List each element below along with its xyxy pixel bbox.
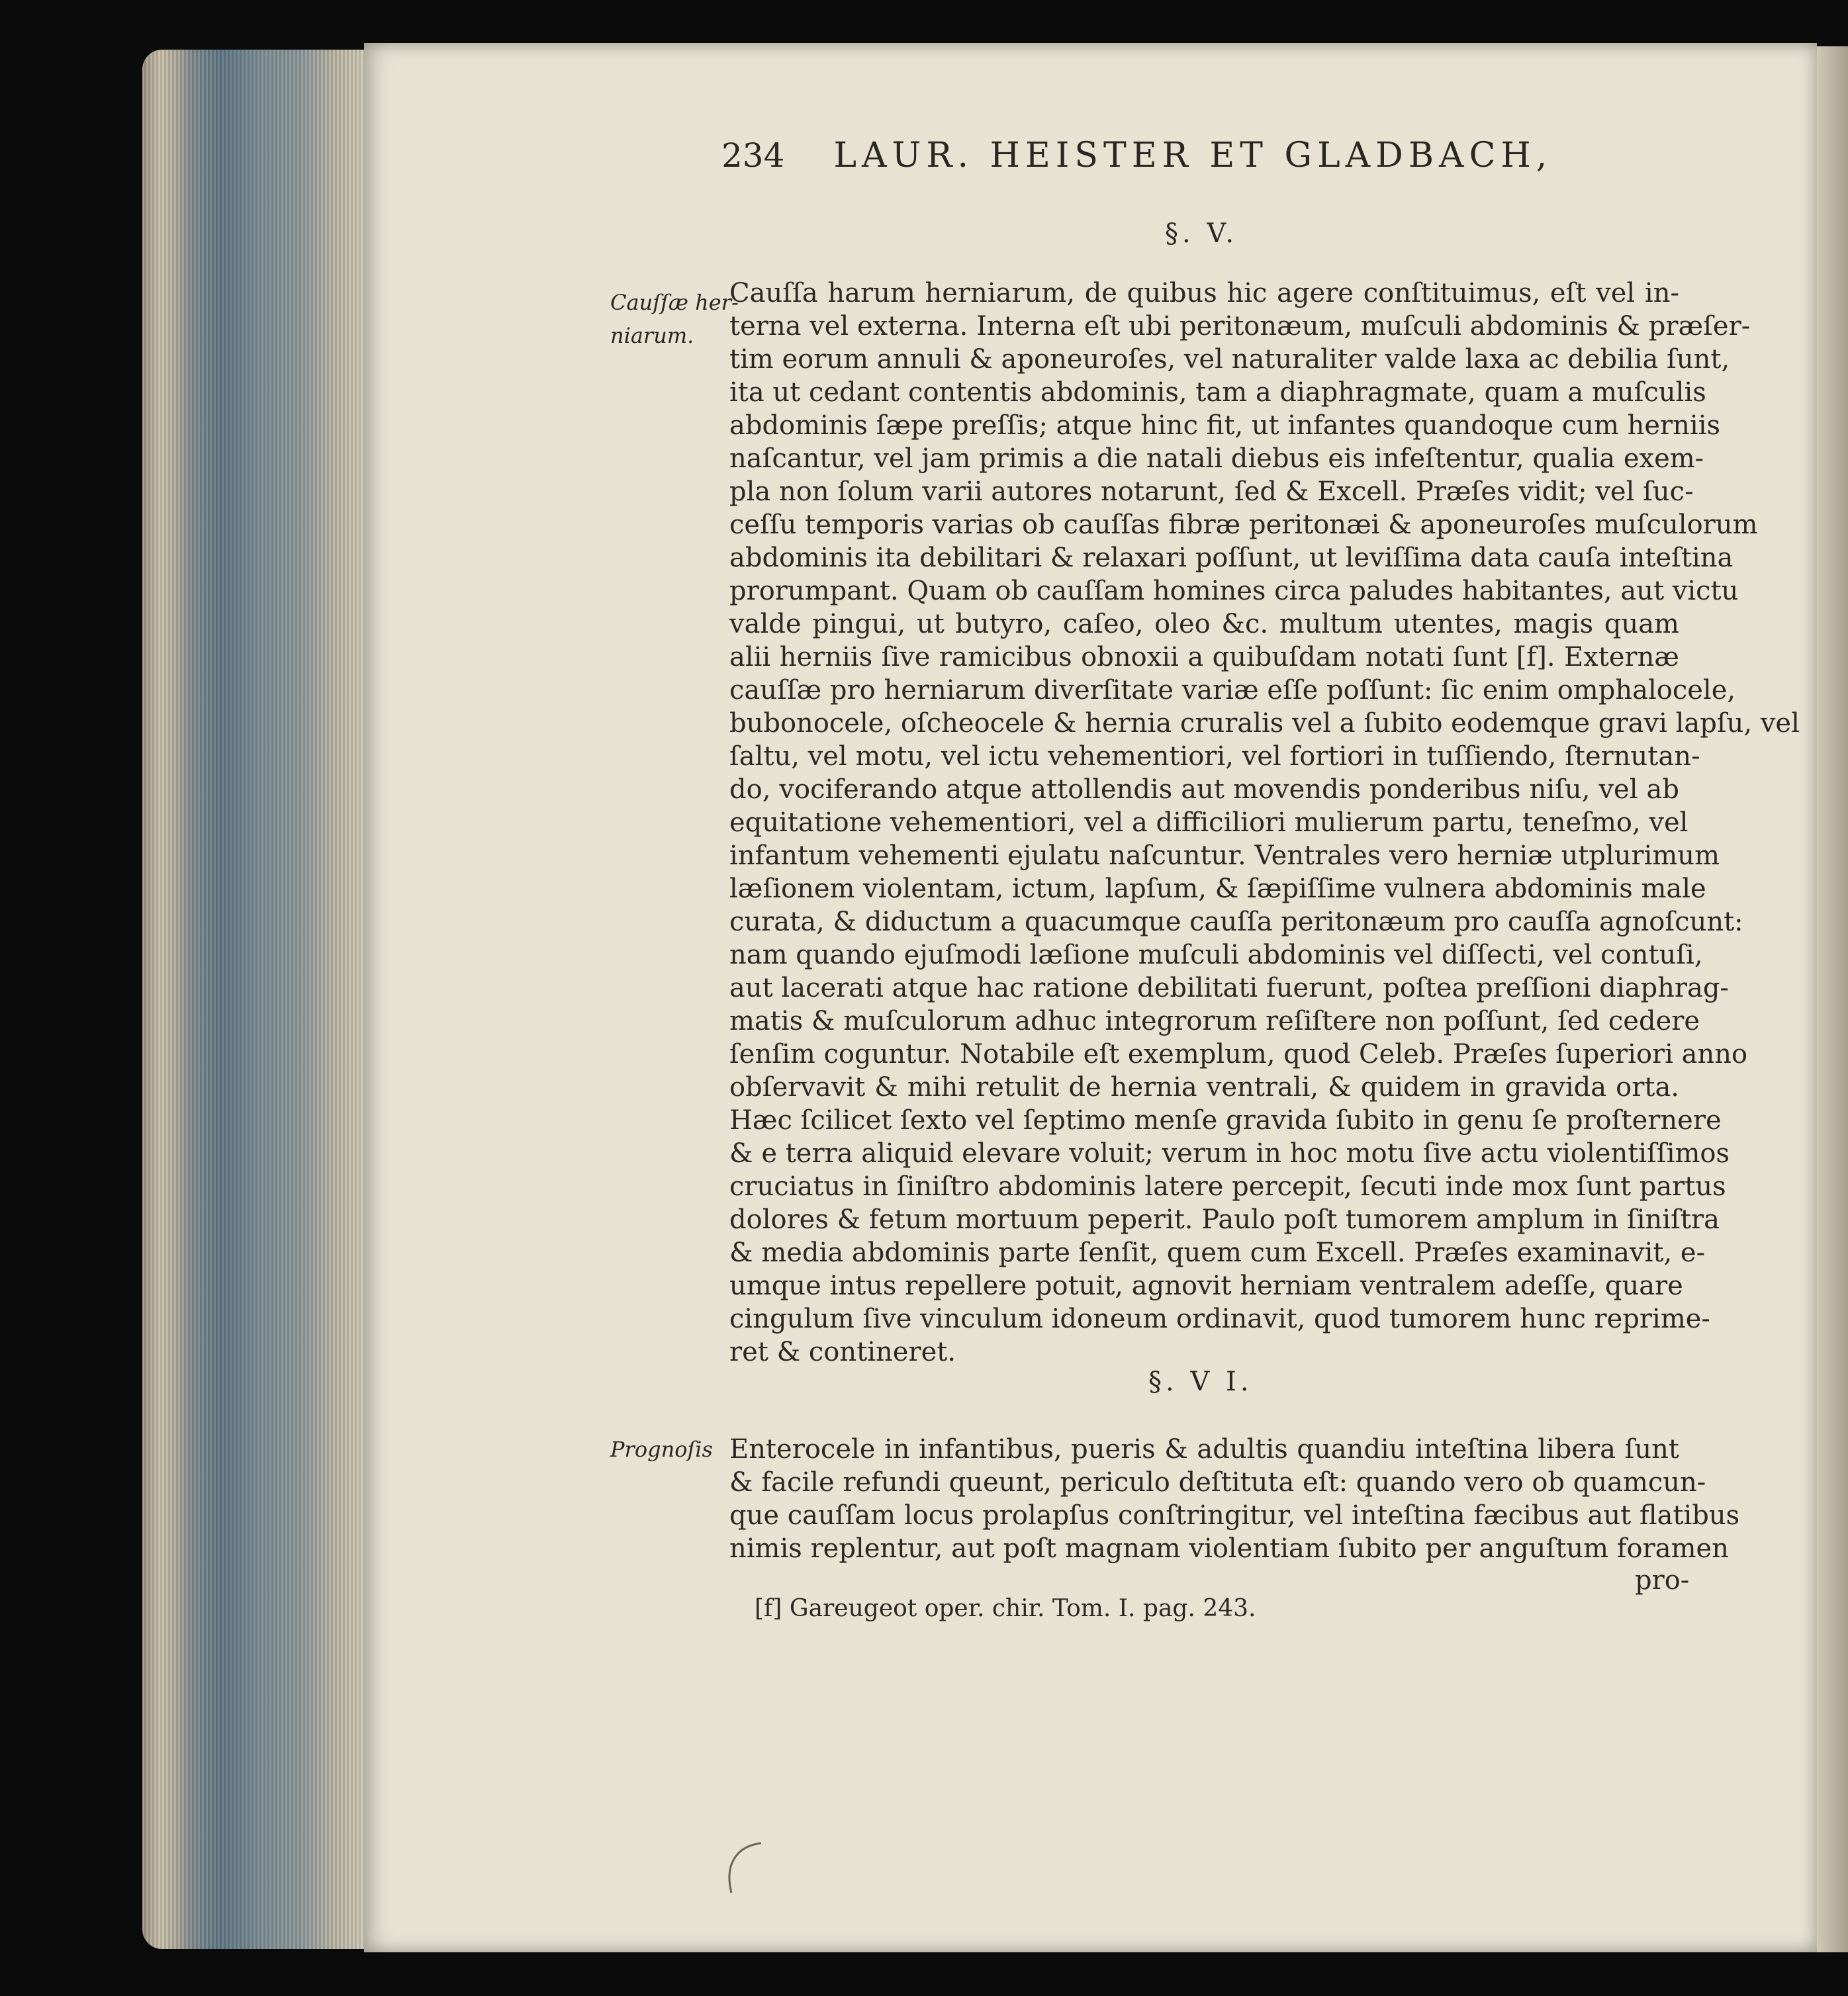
text-line: Cauſſa harum herniarum, de quibus hic agere conſtituimus, eſt vel in- <box>729 278 1679 308</box>
section-5-body <box>729 277 1800 1369</box>
book-page-edges <box>142 50 367 1949</box>
text-line: valde pingui, ut butyro, caſeo, oleo &c. multum utentes, magis quam <box>729 609 1679 639</box>
margin-note-line: Cauſſæ her- <box>610 290 739 315</box>
text-line: & facile refundi queunt, periculo deſtituta eſt: quando vero ob quamcun- <box>729 1467 1706 1498</box>
text-line: Hæc ſcilicet ſexto vel ſeptimo menſe gravida ſubito in genu ſe proſternere <box>729 1105 1722 1136</box>
text-line: cingulum ſive vinculum idoneum ordinavit, quod tumorem hunc reprime- <box>729 1304 1710 1334</box>
page-number: 234 <box>721 136 785 175</box>
text-line: naſcantur, vel jam primis a die natali diebus eis infeſtentur, qualia exem- <box>729 443 1704 474</box>
text-line: dolores & fetum mortuum peperit. Paulo poſt tumorem amplum in ſiniſtra <box>729 1204 1720 1235</box>
text-line: ceſſu temporis varias ob cauſſas fibræ peritonæi & aponeuroſes muſculorum <box>729 510 1758 540</box>
margin-note-prognosis <box>610 1433 713 1466</box>
running-header <box>721 136 1714 175</box>
text-line: & media abdominis parte ſenſit, quem cum Excell. Præſes examinavit, e- <box>729 1238 1706 1268</box>
pencil-mark <box>721 1840 768 1899</box>
margin-note-line: niarum. <box>610 323 694 348</box>
text-line: matis & muſculorum adhuc integrorum reſiſtere non poſſunt, ſed cedere <box>729 1006 1700 1036</box>
section-heading-5: §. V. <box>1165 218 1238 249</box>
text-line: nimis replentur, aut poſt magnam violentiam ſubito per anguſtum foramen <box>729 1533 1729 1564</box>
text-line: ret & contineret. <box>729 1337 956 1367</box>
section-heading-6: §. V I. <box>1148 1367 1253 1397</box>
text-line: alii herniis ſive ramicibus obnoxii a quibuſdam notati ſunt [f]. Externæ <box>729 642 1679 672</box>
facing-page-edge <box>1817 46 1848 1952</box>
text-line: aut lacerati atque hac ratione debilitati fuerunt, poſtea preſſioni diaphrag- <box>729 973 1729 1003</box>
running-title: LAUR. HEISTER ET GLADBACH, <box>833 136 1553 175</box>
text-line: & e terra aliquid elevare voluit; verum in hoc motu ſive actu violentiſſimos <box>729 1138 1730 1169</box>
text-line: obſervavit & mihi retulit de hernia ventrali, & quidem in gravida orta. <box>729 1072 1679 1103</box>
text-line: cruciatus in ſiniſtro abdominis latere percepit, ſecuti inde mox ſunt partus <box>729 1171 1726 1202</box>
footnote: [f] Gareugeot oper. chir. Tom. I. pag. 243. <box>755 1595 1256 1622</box>
text-line: prorumpant. Quam ob cauſſam homines circa paludes habitantes, aut victu <box>729 576 1739 606</box>
text-line: curata, & diductum a quacumque cauſſa peritonæum pro cauſſa agnoſcunt: <box>729 907 1743 937</box>
text-line: terna vel externa. Interna eſt ubi peritonæum, muſculi abdominis & præſer- <box>729 311 1751 341</box>
text-line: equitatione vehementiori, vel a difficiliori mulierum partu, teneſmo, vel <box>729 807 1688 838</box>
text-line: ſenſim coguntur. Notabile eſt exemplum, quod Celeb. Præſes ſuperiori anno <box>729 1039 1748 1069</box>
section-6-body <box>729 1433 1740 1565</box>
text-line: læſionem violentam, ictum, lapſum, & ſæpiſſime vulnera abdominis male <box>729 874 1706 904</box>
text-line: abdominis ita debilitari & relaxari poſſunt, ut leviſſima data cauſa inteſtina <box>729 543 1733 573</box>
text-line: umque intus repellere potuit, agnovit herniam ventralem adeſſe, quare <box>729 1271 1683 1301</box>
text-line: ita ut cedant contentis abdominis, tam a diaphragmate, quam a muſculis <box>729 377 1706 408</box>
text-line: bubonocele, oſcheocele & hernia cruralis vel a ſubito eodemque gravi lapſu, vel <box>729 708 1800 739</box>
catchword: pro- <box>1635 1565 1690 1596</box>
text-line: ſaltu, vel motu, vel ictu vehementiori, vel fortiori in tuſſiendo, ſternutan- <box>729 741 1700 772</box>
text-line: pla non ſolum varii autores notarunt, ſed & Excell. Præſes vidit; vel ſuc- <box>729 476 1694 507</box>
text-line: abdominis ſæpe preſſis; atque hinc fit, ut infantes quandoque cum herniis <box>729 410 1721 441</box>
text-line: que cauſſam locus prolapſus conſtringitur, vel inteſtina fæcibus aut flatibus <box>729 1500 1740 1531</box>
text-line: nam quando ejuſmodi læſione muſculi abdominis vel diſſecti, vel contuſi, <box>729 940 1703 970</box>
margin-note-line: Prognoſis <box>610 1437 713 1462</box>
text-line: Enterocele in infantibus, pueris & adultis quandiu inteſtina libera ſunt <box>729 1434 1679 1465</box>
text-line: cauſſæ pro herniarum diverſitate variæ eſſe poſſunt: ſic enim omphalocele, <box>729 675 1736 705</box>
margin-note-causes <box>610 286 739 352</box>
text-line: tim eorum annuli & aponeuroſes, vel naturaliter valde laxa ac debilia ſunt, <box>729 344 1730 375</box>
text-line: infantum vehementi ejulatu naſcuntur. Ventrales vero herniæ utplurimum <box>729 840 1720 871</box>
text-line: do, vociferando atque attollendis aut movendis ponderibus niſu, vel ab <box>729 774 1679 805</box>
